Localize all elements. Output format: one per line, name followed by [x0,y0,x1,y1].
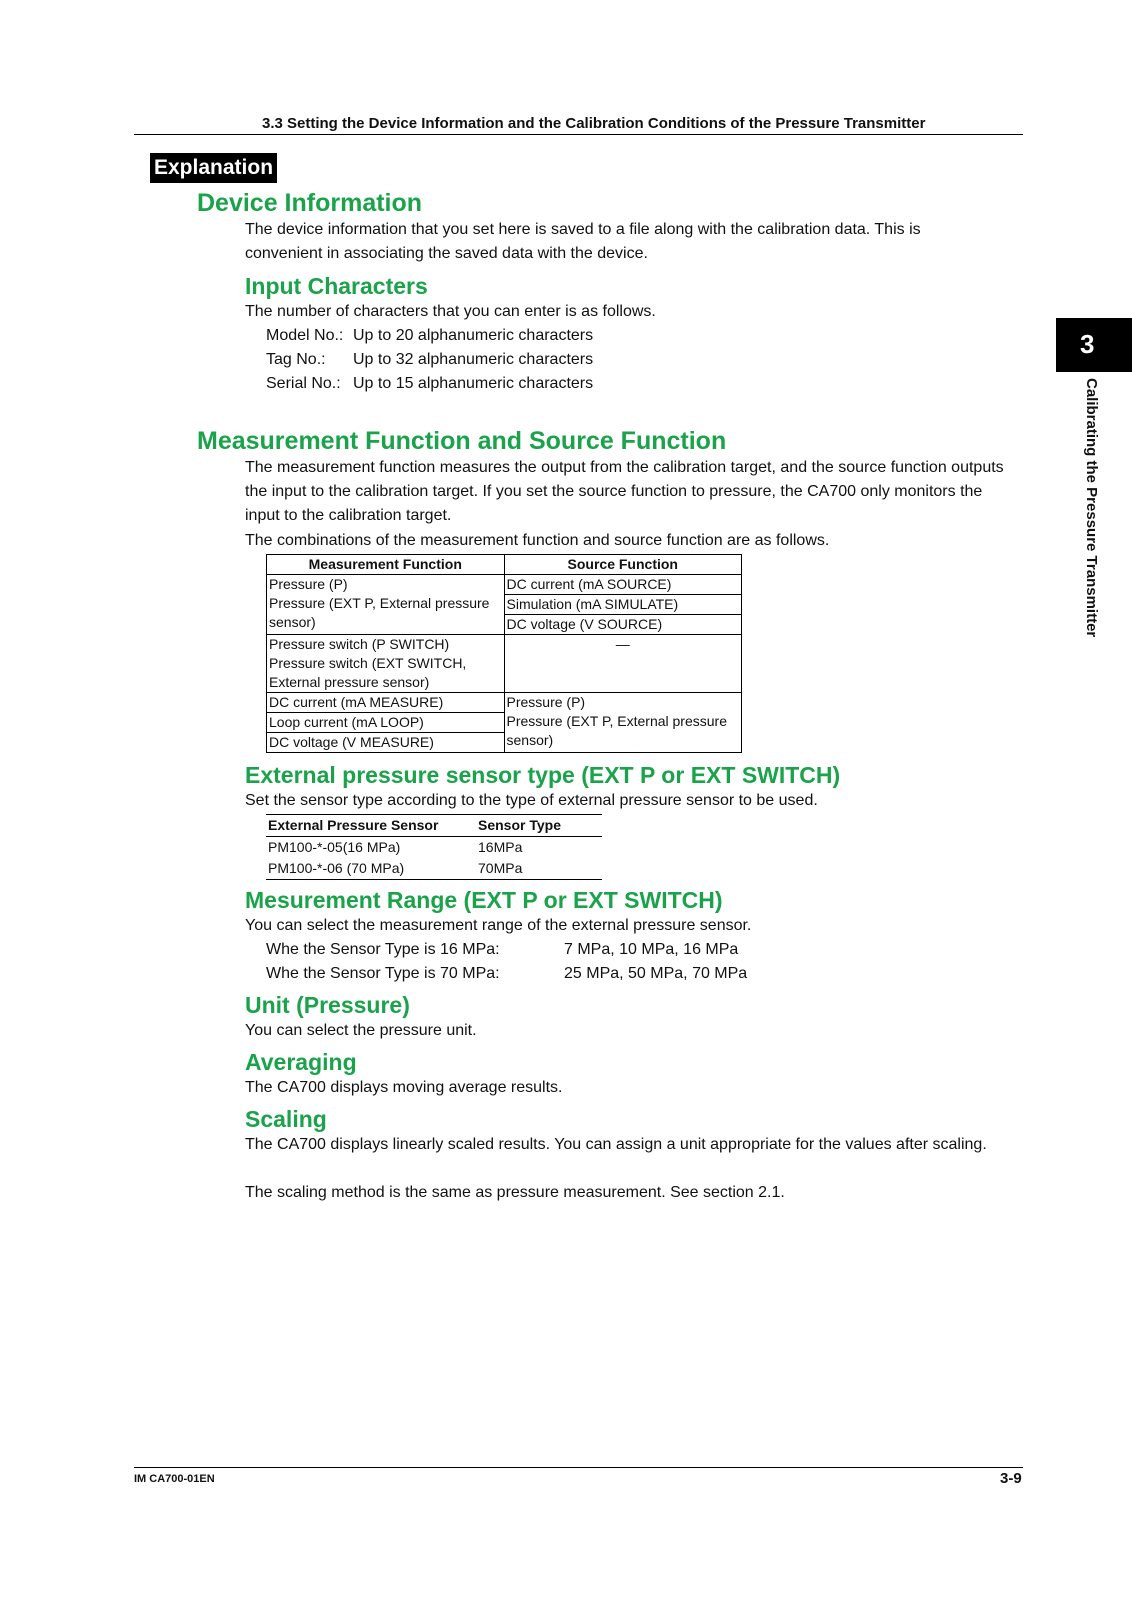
item-label: Model No.: [266,327,344,344]
section-header: 3.3 Setting the Device Information and the Calibration Conditions of the Pressure Transmitter [262,115,926,132]
type-cell: 70MPa [476,858,602,880]
source-item: Pressure (EXT P, External pressure sensor) [506,713,727,748]
range-value: 7 MPa, 10 MPa, 16 MPa [564,941,739,958]
ext-sensor-title: External pressure sensor type (EXT P or EXT SWITCH) [245,762,841,788]
source-cell [504,693,741,753]
meas-cell [267,575,505,635]
meas-cell [267,635,505,693]
meas-range-title: Mesurement Range (EXT P or EXT SWITCH) [245,887,723,913]
col-header-measurement: Measurement Function [267,555,505,575]
item-label: Tag No.: [266,351,326,368]
sensor-type-table [266,814,602,880]
page-number: 3-9 [1000,1470,1022,1487]
meas-item: Pressure (EXT P, External pressure sensor) [269,595,490,630]
input-chars-title: Input Characters [245,273,428,299]
sensor-cell: PM100-*-05(16 MPa) [268,839,401,855]
scaling-title: Scaling [245,1106,327,1132]
chapter-number: 3 [1080,329,1095,359]
source-cell: DC current (mA SOURCE) [504,575,741,595]
range-value: 25 MPa, 50 MPa, 70 MPa [564,965,748,982]
meas-cell: DC current (mA MEASURE) [267,693,505,713]
meas-item: Pressure (P) [269,576,348,592]
meas-range-body: You can select the measurement range of the external pressure sensor. [245,917,752,934]
table-row [266,837,602,859]
range-label: Whe the Sensor Type is 70 MPa: [266,965,500,982]
table-row [267,693,742,713]
meas-item: Pressure switch (EXT SWITCH, External pressure sensor) [269,655,467,690]
range-row [266,938,739,962]
device-info-title: Device Information [197,189,423,217]
item-value: Up to 15 alphanumeric characters [353,375,594,392]
combos-intro: The combinations of the measurement function and source function are as follows. [245,532,830,549]
chapter-tab [1056,318,1132,372]
source-cell: DC voltage (V SOURCE) [504,615,741,635]
meas-source-title: Measurement Function and Source Function [197,427,727,455]
item-label: Serial No.: [266,375,341,392]
scaling-body: The CA700 displays linearly scaled results. You can assign a unit appropriate for the values after scaling. [245,1136,987,1153]
chapter-title: Calibrating the Pressure Transmitter [1083,378,1100,638]
averaging-body: The CA700 displays moving average results. [245,1079,563,1096]
device-info-body: The device information that you set here is saved to a file along with the calibration data. This is convenient in associating the saved data with the device. [245,221,921,262]
scaling-note: The scaling method is the same as pressure measurement. See section 2.1. [245,1184,785,1201]
header-rule [134,134,1023,135]
input-chars-item [266,324,594,348]
source-cell: Simulation (mA SIMULATE) [504,595,741,615]
footer-rule [134,1467,1023,1468]
averaging-title: Averaging [245,1049,357,1075]
meas-source-body: The measurement function measures the output from the calibration target, and the source function outputs the input to the calibration target. If you set the source function to pressure, the CA700 only monitors the input to the calibration target. [245,459,1004,524]
input-chars-item [266,372,594,396]
input-chars-intro: The number of characters that you can enter is as follows. [245,303,656,320]
item-value: Up to 32 alphanumeric characters [353,351,594,368]
function-combinations-table [266,554,742,753]
item-value: Up to 20 alphanumeric characters [353,327,594,344]
ext-sensor-body: Set the sensor type according to the type of external pressure sensor to be used. [245,792,818,809]
range-row [266,962,748,986]
unit-body: You can select the pressure unit. [245,1022,477,1039]
meas-cell: Loop current (mA LOOP) [267,713,505,733]
source-item: Pressure (P) [506,694,586,710]
input-chars-item [266,348,594,372]
col-header-sensor: External Pressure Sensor [266,815,476,837]
col-header-source: Source Function [504,555,741,575]
col-header-type: Sensor Type [476,815,602,837]
table-row [266,858,602,880]
unit-title: Unit (Pressure) [245,992,410,1018]
table-row [267,635,742,693]
table-row [267,575,742,595]
explanation-label: Explanation [150,153,277,183]
type-cell: 16MPa [478,839,523,855]
chapter-side-label [1080,378,1100,678]
meas-item: Pressure switch (P SWITCH) [269,636,450,652]
sensor-cell: PM100-*-06 (70 MPa) [266,858,476,880]
range-label: Whe the Sensor Type is 16 MPa: [266,941,500,958]
manual-id: IM CA700-01EN [134,1473,215,1485]
meas-cell: DC voltage (V MEASURE) [267,733,505,753]
source-cell: — [504,635,741,693]
